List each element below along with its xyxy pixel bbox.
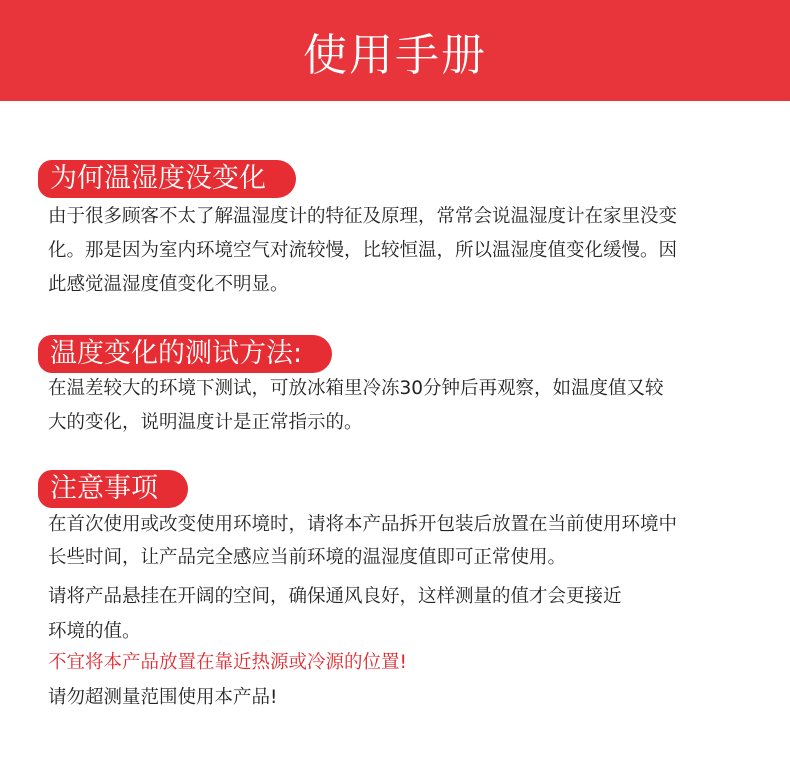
body-text: 化。那是因为室内环境空气对流较慢，比较恒温，所以温湿度值变化缓慢。因: [48, 240, 678, 261]
body-text: 此感觉温湿度值变化不明显。: [48, 274, 289, 295]
body-text: 请勿超测量范围使用本产品!: [48, 687, 278, 708]
section-heading-test-method: 温度变化的测试方法:: [38, 335, 332, 373]
warning-text: 不宜将本产品放置在靠近热源或冷源的位置!: [48, 652, 407, 673]
body-text: 大的变化，说明温度计是正常指示的。: [48, 412, 363, 433]
body-text: 环境的值。: [48, 621, 141, 642]
section-heading-notes: 注意事项: [38, 470, 188, 508]
header-banner: [0, 0, 790, 101]
body-text: 在首次使用或改变使用环境时，请将本产品拆开包装后放置在当前使用环境中: [48, 514, 678, 535]
body-text: 请将产品悬挂在开阔的空间，确保通风良好，这样测量的值才会更接近: [48, 586, 622, 607]
body-text: 由于很多顾客不太了解温湿度计的特征及原理，常常会说温湿度计在家里没变: [48, 206, 678, 227]
body-text: 长些时间，让产品完全感应当前环境的温湿度值即可正常使用。: [48, 547, 567, 568]
page-title: 使用手册: [303, 29, 487, 81]
section-heading-no-change: 为何温湿度没变化: [38, 160, 296, 198]
body-text: 在温差较大的环境下测试，可放冰箱里冷冻30分钟后再观察，如温度值又较: [48, 378, 664, 399]
